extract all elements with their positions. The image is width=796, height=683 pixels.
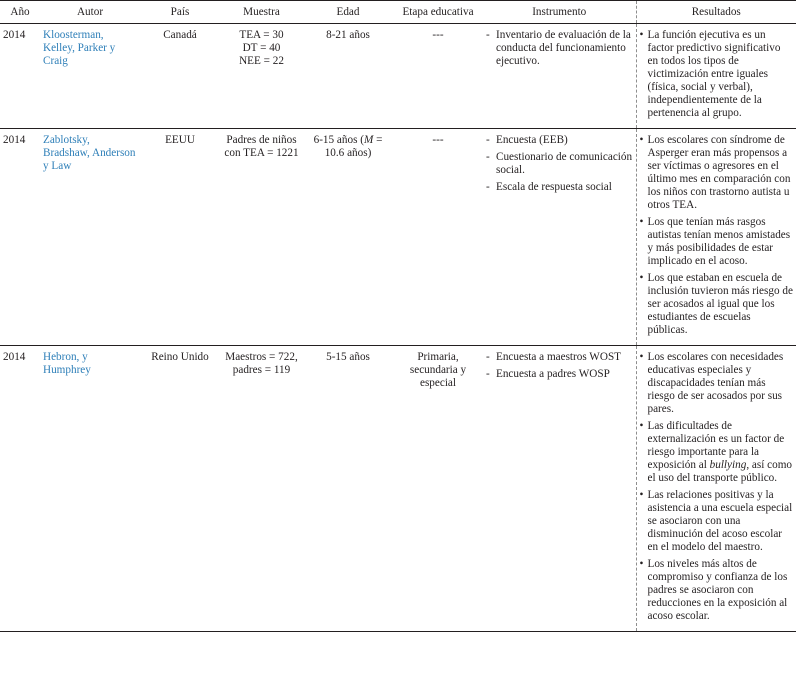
header-results: Resultados — [636, 1, 796, 24]
header-year: Año — [0, 1, 40, 24]
result-item — [640, 420, 794, 485]
header-instrument: Instrumento — [483, 1, 636, 24]
result-item: • Los escolares con síndrome de Asperger eran más propensos a ser víctimas o agresores en el último mes en comparación con los niños con trastorno autista u otros TEA. — [640, 134, 794, 212]
header-stage: Etapa educativa — [393, 1, 483, 24]
result-text: Las dificultades de externalización es un factor de riesgo importante para la exposición al bullying, así como el uso del transporte público. — [647, 420, 792, 484]
cell-author-link[interactable]: Zablotsky, Bradshaw, Anderson y Law — [40, 129, 140, 346]
cell-country: EEUU — [140, 129, 220, 346]
cell-stage: Primaria, secundaria y especial — [393, 346, 483, 632]
cell-instrument — [483, 346, 636, 632]
header-age: Edad — [303, 1, 393, 24]
table-row — [0, 24, 796, 129]
cell-results — [636, 24, 796, 129]
table-row — [0, 346, 796, 632]
table-row — [0, 129, 796, 346]
result-item: • Las relaciones positivas y la asistencia a una escuela especial se asociaron con una disminución del acoso escolar en el modelo del maestro. — [640, 489, 794, 554]
cell-year: 2014 — [0, 129, 40, 346]
cell-instrument — [483, 129, 636, 346]
cell-age: 8-21 años — [303, 24, 393, 129]
header-row — [0, 1, 796, 24]
cell-stage: --- — [393, 129, 483, 346]
header-author: Autor — [40, 1, 140, 24]
age-suffix: = 10.6 años) — [324, 134, 383, 159]
result-item: • Los escolares con necesidades educativas especiales y discapacidades tenían más riesgo de ser acosados por sus pares. — [640, 351, 794, 416]
italic-term: bullying — [709, 459, 747, 471]
instrument-item: - Escala de respuesta social — [486, 181, 633, 194]
cell-sample — [220, 129, 303, 346]
result-item: • Los que estaban en escuela de inclusión tuvieron más riesgo de ser acosados al igual que los estudiantes de escuelas públicas. — [640, 272, 794, 337]
cell-country: Canadá — [140, 24, 220, 129]
cell-author-link[interactable]: Hebron, y Humphrey — [40, 346, 140, 632]
cell-results — [636, 346, 796, 632]
cell-instrument — [483, 24, 636, 129]
result-item: • Los que tenían más rasgos autistas tenían menos amistades y más posibilidades de estar implicado en el acoso. — [640, 216, 794, 268]
cell-sample — [220, 24, 303, 129]
cell-age: 5-15 años — [303, 346, 393, 632]
cell-sample — [220, 346, 303, 632]
cell-results — [636, 129, 796, 346]
cell-country: Reino Unido — [140, 346, 220, 632]
age-mean-symbol: M — [363, 134, 374, 146]
sample-line: Padres de niños con TEA = 1221 — [224, 134, 299, 159]
cell-stage: --- — [393, 24, 483, 129]
sample-line: DT = 40 — [242, 42, 281, 54]
instrument-item: - Inventario de evaluación de la conducta del funcionamiento ejecutivo. — [486, 29, 633, 68]
header-country: País — [140, 1, 220, 24]
sample-line: TEA = 30 — [239, 29, 284, 41]
cell-author-link[interactable]: Kloosterman, Kelley, Parker y Craig — [40, 24, 140, 129]
sample-line: Maestros = 722, padres = 119 — [225, 351, 298, 376]
result-item: • La función ejecutiva es un factor predictivo significativo en todos los tipos de victimización entre iguales (física, social y verbal), independientemente de la pertenencia al grupo. — [640, 29, 794, 120]
instrument-item: - Encuesta (EEB) — [486, 134, 633, 147]
header-sample: Muestra — [220, 1, 303, 24]
instrument-item: - Cuestionario de comunicación social. — [486, 151, 633, 177]
cell-year: 2014 — [0, 24, 40, 129]
cell-year: 2014 — [0, 346, 40, 632]
cell-age — [303, 129, 393, 346]
instrument-item: - Encuesta a padres WOSP — [486, 368, 633, 381]
instrument-item: - Encuesta a maestros WOST — [486, 351, 633, 364]
age-prefix: 6-15 años ( — [313, 134, 364, 146]
result-item: • Los niveles más altos de compromiso y confianza de los padres se asociaron con reducciones en la exposición al acoso escolar. — [640, 558, 794, 623]
sample-line: NEE = 22 — [239, 55, 284, 67]
